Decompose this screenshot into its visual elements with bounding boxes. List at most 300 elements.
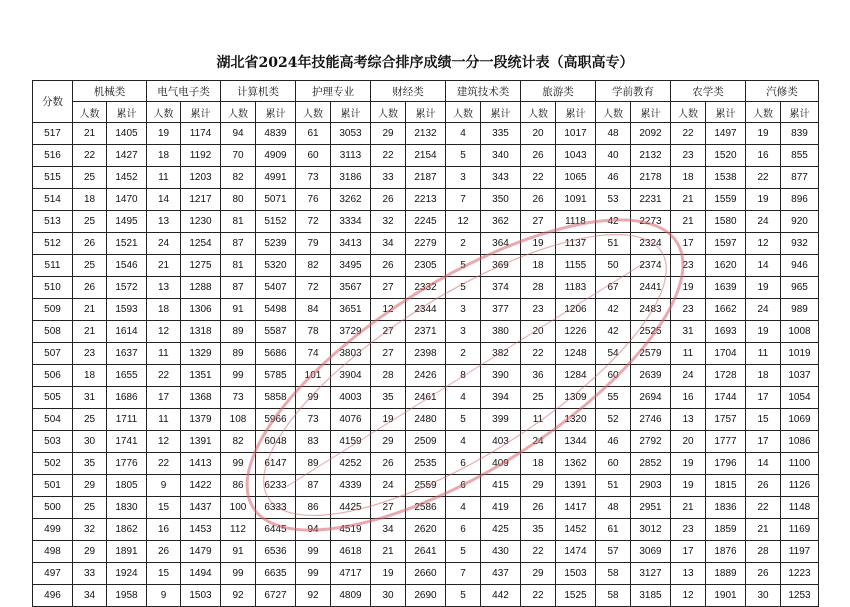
- table-cell: 1614: [107, 321, 147, 343]
- count-header: 人数: [746, 102, 781, 123]
- table-cell: 1757: [706, 409, 746, 431]
- table-cell: 14: [147, 189, 181, 211]
- table-cell: 1309: [556, 387, 596, 409]
- score-cell: 516: [33, 145, 73, 167]
- table-cell: 30: [746, 585, 781, 607]
- table-cell: 87: [296, 475, 331, 497]
- table-cell: 99: [296, 563, 331, 585]
- subheader-row: [33, 102, 819, 123]
- table-cell: 60: [596, 453, 631, 475]
- table-cell: 5: [446, 585, 481, 607]
- table-cell: 6233: [256, 475, 296, 497]
- table-cell: 1777: [706, 431, 746, 453]
- table-cell: 24: [147, 233, 181, 255]
- table-cell: 46: [596, 167, 631, 189]
- table-cell: 23: [671, 145, 706, 167]
- table-cell: 2279: [406, 233, 446, 255]
- table-cell: 6147: [256, 453, 296, 475]
- table-cell: 29: [73, 541, 107, 563]
- table-cell: 16: [671, 387, 706, 409]
- table-cell: 4809: [331, 585, 371, 607]
- table-cell: 19: [746, 123, 781, 145]
- table-cell: 36: [521, 365, 556, 387]
- table-cell: 22: [147, 365, 181, 387]
- table-cell: 4: [446, 431, 481, 453]
- table-cell: 3069: [631, 541, 671, 563]
- table-cell: 1037: [781, 365, 819, 387]
- table-cell: 2: [446, 343, 481, 365]
- table-cell: 6048: [256, 431, 296, 453]
- category-header: 旅游类: [521, 81, 596, 102]
- table-cell: 5966: [256, 409, 296, 431]
- table-cell: 2694: [631, 387, 671, 409]
- table-cell: 1497: [706, 123, 746, 145]
- table-cell: 1126: [781, 475, 819, 497]
- table-cell: 335: [481, 123, 521, 145]
- table-cell: 1174: [181, 123, 221, 145]
- table-cell: 377: [481, 299, 521, 321]
- cumulative-header: 累计: [256, 102, 296, 123]
- category-header: 汽修类: [746, 81, 819, 102]
- table-cell: 4339: [331, 475, 371, 497]
- table-cell: 22: [371, 145, 406, 167]
- table-cell: 12: [147, 321, 181, 343]
- table-cell: 18: [746, 365, 781, 387]
- table-cell: 24: [746, 299, 781, 321]
- table-row: [33, 277, 819, 299]
- table-cell: 3413: [331, 233, 371, 255]
- table-cell: 13: [671, 563, 706, 585]
- table-cell: 25: [73, 255, 107, 277]
- table-cell: 3: [446, 299, 481, 321]
- table-cell: 1686: [107, 387, 147, 409]
- table-cell: 6: [446, 475, 481, 497]
- table-cell: 2441: [631, 277, 671, 299]
- table-cell: 1830: [107, 497, 147, 519]
- score-cell: 503: [33, 431, 73, 453]
- table-row: [33, 365, 819, 387]
- table-cell: 1503: [181, 585, 221, 607]
- table-cell: 1452: [556, 519, 596, 541]
- table-cell: 1503: [556, 563, 596, 585]
- table-cell: 3729: [331, 321, 371, 343]
- table-cell: 2951: [631, 497, 671, 519]
- table-cell: 4519: [331, 519, 371, 541]
- table-cell: 27: [521, 211, 556, 233]
- table-cell: 12: [446, 211, 481, 233]
- table-cell: 24: [746, 211, 781, 233]
- table-cell: 2586: [406, 497, 446, 519]
- table-body: [33, 123, 819, 607]
- table-cell: 21: [671, 211, 706, 233]
- table-cell: 340: [481, 145, 521, 167]
- table-cell: 73: [296, 409, 331, 431]
- score-cell: 502: [33, 453, 73, 475]
- table-cell: 23: [521, 299, 556, 321]
- table-cell: 6536: [256, 541, 296, 563]
- table-cell: 83: [296, 431, 331, 453]
- table-cell: 60: [296, 145, 331, 167]
- table-cell: 1417: [556, 497, 596, 519]
- table-row: [33, 299, 819, 321]
- table-cell: 1593: [107, 299, 147, 321]
- table-cell: 350: [481, 189, 521, 211]
- table-row: [33, 145, 819, 167]
- table-cell: 15: [746, 409, 781, 431]
- table-cell: 73: [296, 167, 331, 189]
- table-cell: 21: [671, 189, 706, 211]
- table-cell: 74: [296, 343, 331, 365]
- table-cell: 2509: [406, 431, 446, 453]
- table-cell: 437: [481, 563, 521, 585]
- table-cell: 61: [296, 123, 331, 145]
- table-cell: 2324: [631, 233, 671, 255]
- table-cell: 29: [521, 475, 556, 497]
- table-cell: 1597: [706, 233, 746, 255]
- table-row: [33, 497, 819, 519]
- table-cell: 17: [671, 541, 706, 563]
- table-cell: 4909: [256, 145, 296, 167]
- table-cell: 13: [147, 211, 181, 233]
- cumulative-header: 累计: [631, 102, 671, 123]
- table-cell: 1206: [556, 299, 596, 321]
- table-cell: 3567: [331, 277, 371, 299]
- table-cell: 25: [73, 167, 107, 189]
- table-cell: 17: [746, 431, 781, 453]
- table-cell: 380: [481, 321, 521, 343]
- table-row: [33, 563, 819, 585]
- table-cell: 965: [781, 277, 819, 299]
- table-cell: 3: [446, 321, 481, 343]
- table-cell: 1495: [107, 211, 147, 233]
- table-row: [33, 387, 819, 409]
- table-cell: 27: [371, 343, 406, 365]
- table-cell: 18: [521, 255, 556, 277]
- table-cell: 24: [521, 431, 556, 453]
- table-cell: 25: [73, 497, 107, 519]
- table-cell: 1405: [107, 123, 147, 145]
- table-cell: 4991: [256, 167, 296, 189]
- table-cell: 9: [147, 475, 181, 497]
- table-cell: 1704: [706, 343, 746, 365]
- table-cell: 1351: [181, 365, 221, 387]
- count-header: 人数: [221, 102, 256, 123]
- table-cell: 1776: [107, 453, 147, 475]
- table-cell: 1741: [107, 431, 147, 453]
- table-cell: 946: [781, 255, 819, 277]
- table-cell: 2480: [406, 409, 446, 431]
- table-cell: 53: [596, 189, 631, 211]
- category-header: 电气电子类: [147, 81, 221, 102]
- table-cell: 2273: [631, 211, 671, 233]
- table-row: [33, 211, 819, 233]
- cumulative-header: 累计: [331, 102, 371, 123]
- table-cell: 79: [296, 233, 331, 255]
- table-cell: 2374: [631, 255, 671, 277]
- table-cell: 1253: [781, 585, 819, 607]
- table-row: [33, 123, 819, 145]
- table-cell: 19: [371, 409, 406, 431]
- table-cell: 23: [671, 299, 706, 321]
- table-cell: 3012: [631, 519, 671, 541]
- table-cell: 5: [446, 541, 481, 563]
- table-cell: 1889: [706, 563, 746, 585]
- table-cell: 1479: [181, 541, 221, 563]
- table-cell: 1318: [181, 321, 221, 343]
- table-cell: 67: [596, 277, 631, 299]
- table-cell: 3: [446, 167, 481, 189]
- table-cell: 19: [746, 189, 781, 211]
- table-cell: 51: [596, 233, 631, 255]
- table-cell: 52: [596, 409, 631, 431]
- table-cell: 2639: [631, 365, 671, 387]
- table-cell: 11: [147, 409, 181, 431]
- table-cell: 6333: [256, 497, 296, 519]
- table-cell: 5: [446, 255, 481, 277]
- table-cell: 46: [596, 431, 631, 453]
- table-cell: 1284: [556, 365, 596, 387]
- table-cell: 18: [147, 145, 181, 167]
- table-cell: 54: [596, 343, 631, 365]
- table-cell: 1452: [107, 167, 147, 189]
- cumulative-header: 累计: [481, 102, 521, 123]
- table-cell: 18: [73, 365, 107, 387]
- cumulative-header: 累计: [107, 102, 147, 123]
- table-cell: 425: [481, 519, 521, 541]
- table-cell: 2641: [406, 541, 446, 563]
- table-cell: 415: [481, 475, 521, 497]
- table-cell: 26: [521, 189, 556, 211]
- table-cell: 91: [221, 541, 256, 563]
- table-cell: 3185: [631, 585, 671, 607]
- table-cell: 403: [481, 431, 521, 453]
- cumulative-header: 累计: [781, 102, 819, 123]
- table-cell: 25: [73, 409, 107, 431]
- table-cell: 1306: [181, 299, 221, 321]
- table-cell: 1155: [556, 255, 596, 277]
- table-cell: 1639: [706, 277, 746, 299]
- table-cell: 99: [221, 365, 256, 387]
- score-cell: 497: [33, 563, 73, 585]
- table-cell: 1815: [706, 475, 746, 497]
- table-cell: 1859: [706, 519, 746, 541]
- table-cell: 89: [221, 343, 256, 365]
- table-cell: 1437: [181, 497, 221, 519]
- score-cell: 511: [33, 255, 73, 277]
- table-cell: 4: [446, 497, 481, 519]
- table-cell: 1226: [556, 321, 596, 343]
- table-cell: 1148: [781, 497, 819, 519]
- table-cell: 22: [521, 585, 556, 607]
- table-cell: 21: [371, 541, 406, 563]
- table-cell: 58: [596, 563, 631, 585]
- score-cell: 496: [33, 585, 73, 607]
- table-cell: 855: [781, 145, 819, 167]
- table-row: [33, 343, 819, 365]
- table-cell: 442: [481, 585, 521, 607]
- table-cell: 430: [481, 541, 521, 563]
- table-cell: 12: [371, 299, 406, 321]
- table-cell: 2092: [631, 123, 671, 145]
- table-cell: 5152: [256, 211, 296, 233]
- page-title: 湖北省2024年技能高考综合排序成绩一分一段统计表（高职高专）: [216, 55, 634, 71]
- table-cell: 32: [73, 519, 107, 541]
- table-cell: 27: [371, 277, 406, 299]
- table-cell: 2426: [406, 365, 446, 387]
- table-cell: 3113: [331, 145, 371, 167]
- table-cell: 2398: [406, 343, 446, 365]
- score-cell: 499: [33, 519, 73, 541]
- table-cell: 92: [296, 585, 331, 607]
- table-cell: 50: [596, 255, 631, 277]
- table-cell: 1065: [556, 167, 596, 189]
- score-cell: 504: [33, 409, 73, 431]
- table-cell: 42: [596, 321, 631, 343]
- table-cell: 22: [73, 145, 107, 167]
- table-cell: 1329: [181, 343, 221, 365]
- table-cell: 2903: [631, 475, 671, 497]
- table-cell: 6: [446, 453, 481, 475]
- table-cell: 87: [221, 277, 256, 299]
- table-cell: 1521: [107, 233, 147, 255]
- table-cell: 1118: [556, 211, 596, 233]
- table-cell: 12: [671, 585, 706, 607]
- table-cell: 27: [371, 497, 406, 519]
- table-cell: 1086: [781, 431, 819, 453]
- table-row: [33, 453, 819, 475]
- table-cell: 1862: [107, 519, 147, 541]
- table-cell: 3186: [331, 167, 371, 189]
- table-row: [33, 475, 819, 497]
- category-header: 财经类: [371, 81, 446, 102]
- table-cell: 3651: [331, 299, 371, 321]
- table-cell: 2483: [631, 299, 671, 321]
- table-cell: 7: [446, 189, 481, 211]
- table-cell: 19: [671, 475, 706, 497]
- score-cell: 512: [33, 233, 73, 255]
- table-cell: 2332: [406, 277, 446, 299]
- table-cell: 369: [481, 255, 521, 277]
- table-cell: 78: [296, 321, 331, 343]
- table-cell: 1655: [107, 365, 147, 387]
- count-header: 人数: [446, 102, 481, 123]
- table-cell: 2154: [406, 145, 446, 167]
- table-cell: 1008: [781, 321, 819, 343]
- table-cell: 1391: [181, 431, 221, 453]
- table-cell: 2559: [406, 475, 446, 497]
- table-row: [33, 541, 819, 563]
- table-cell: 5587: [256, 321, 296, 343]
- table-cell: 6727: [256, 585, 296, 607]
- score-cell: 510: [33, 277, 73, 299]
- table-cell: 2792: [631, 431, 671, 453]
- table-cell: 26: [746, 475, 781, 497]
- table-cell: 374: [481, 277, 521, 299]
- count-header: 人数: [671, 102, 706, 123]
- table-cell: 3334: [331, 211, 371, 233]
- table-cell: 61: [596, 519, 631, 541]
- table-cell: 932: [781, 233, 819, 255]
- table-cell: 409: [481, 453, 521, 475]
- table-cell: 2371: [406, 321, 446, 343]
- table-cell: 19: [746, 277, 781, 299]
- table-cell: 91: [221, 299, 256, 321]
- table-cell: 5320: [256, 255, 296, 277]
- score-cell: 507: [33, 343, 73, 365]
- table-cell: 112: [221, 519, 256, 541]
- table-cell: 89: [221, 321, 256, 343]
- table-cell: 14: [746, 255, 781, 277]
- score-cell: 517: [33, 123, 73, 145]
- table-cell: 1137: [556, 233, 596, 255]
- cumulative-header: 累计: [406, 102, 446, 123]
- table-cell: 2132: [406, 123, 446, 145]
- table-cell: 6445: [256, 519, 296, 541]
- score-cell: 506: [33, 365, 73, 387]
- table-cell: 1368: [181, 387, 221, 409]
- table-cell: 1876: [706, 541, 746, 563]
- table-cell: 55: [596, 387, 631, 409]
- table-cell: 1248: [556, 343, 596, 365]
- table-cell: 24: [671, 365, 706, 387]
- table-cell: 1728: [706, 365, 746, 387]
- table-cell: 1391: [556, 475, 596, 497]
- table-cell: 12: [147, 431, 181, 453]
- table-cell: 18: [521, 453, 556, 475]
- table-cell: 18: [671, 167, 706, 189]
- table-cell: 1169: [781, 519, 819, 541]
- table-cell: 11: [671, 343, 706, 365]
- table-cell: 4159: [331, 431, 371, 453]
- cumulative-header: 累计: [706, 102, 746, 123]
- table-cell: 22: [147, 453, 181, 475]
- table-cell: 1320: [556, 409, 596, 431]
- category-header: 计算机类: [221, 81, 296, 102]
- table-cell: 1197: [781, 541, 819, 563]
- table-cell: 22: [746, 497, 781, 519]
- table-cell: 100: [221, 497, 256, 519]
- table-cell: 2579: [631, 343, 671, 365]
- table-cell: 839: [781, 123, 819, 145]
- table-cell: 1203: [181, 167, 221, 189]
- category-header: 农学类: [671, 81, 746, 102]
- table-cell: 29: [521, 563, 556, 585]
- table-cell: 22: [521, 167, 556, 189]
- table-cell: 87: [221, 233, 256, 255]
- table-cell: 2461: [406, 387, 446, 409]
- table-cell: 2660: [406, 563, 446, 585]
- table-cell: 42: [596, 299, 631, 321]
- cumulative-header: 累计: [181, 102, 221, 123]
- table-cell: 5: [446, 409, 481, 431]
- category-header: 机械类: [73, 81, 147, 102]
- table-cell: 82: [221, 167, 256, 189]
- table-cell: 5498: [256, 299, 296, 321]
- table-cell: 1474: [556, 541, 596, 563]
- table-cell: 18: [147, 299, 181, 321]
- table-cell: 1924: [107, 563, 147, 585]
- category-header: 护理专业: [296, 81, 371, 102]
- table-cell: 1662: [706, 299, 746, 321]
- table-cell: 7: [446, 563, 481, 585]
- table-cell: 28: [371, 365, 406, 387]
- count-header: 人数: [521, 102, 556, 123]
- score-cell: 501: [33, 475, 73, 497]
- table-cell: 1344: [556, 431, 596, 453]
- table-cell: 419: [481, 497, 521, 519]
- table-cell: 26: [746, 563, 781, 585]
- count-header: 人数: [73, 102, 107, 123]
